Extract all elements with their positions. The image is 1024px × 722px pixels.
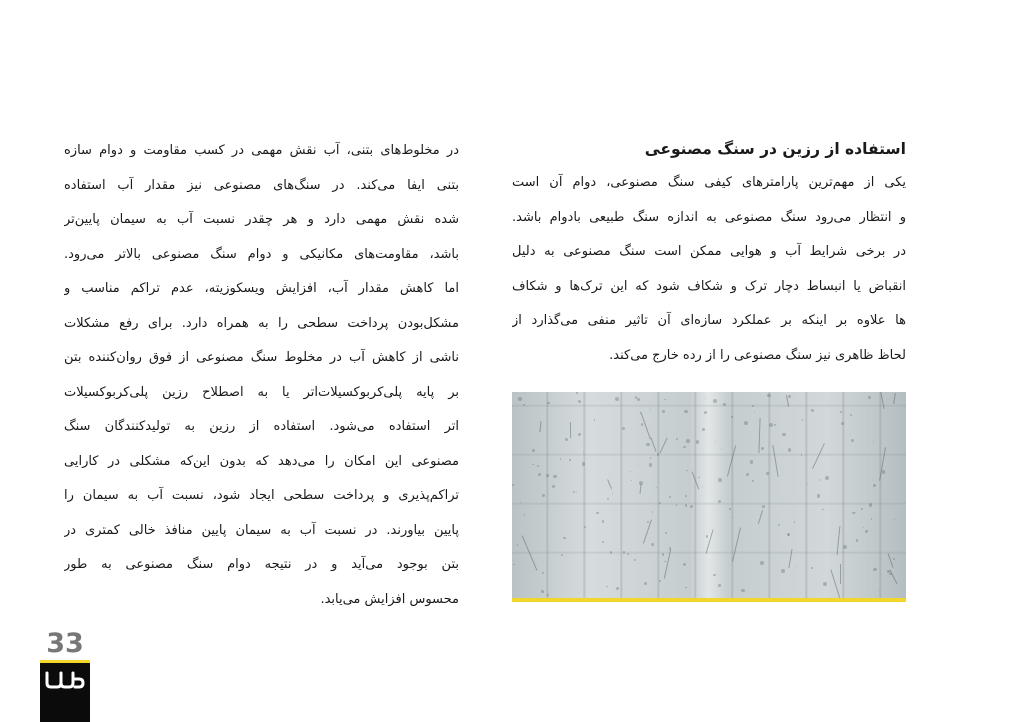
texture-speck	[713, 574, 715, 576]
texture-speck	[752, 405, 754, 407]
texture-speck	[664, 561, 665, 562]
texture-speck	[869, 503, 872, 506]
texture-speck	[552, 485, 555, 488]
texture-speck	[868, 396, 871, 399]
texture-speck	[843, 545, 847, 549]
texture-speck	[606, 586, 608, 588]
texture-speck	[583, 452, 584, 453]
texture-speck	[750, 460, 754, 464]
brand-logo	[40, 660, 90, 722]
text-line: اما کاهش مقدار آب، افزایش ویسکوزیته، عدم تراکم مناسب و	[64, 281, 459, 296]
section-heading: استفاده از رزین در سنگ مصنوعی	[644, 140, 906, 158]
texture-speck	[644, 582, 647, 585]
texture-speck	[669, 496, 671, 498]
texture-speck	[882, 470, 886, 474]
texture-speck	[561, 554, 563, 556]
texture-speck	[852, 512, 854, 514]
texture-speck	[518, 397, 522, 401]
texture-speck	[705, 398, 706, 399]
texture-speck	[646, 443, 650, 447]
texture-speck	[517, 544, 518, 545]
concrete-texture-photo	[512, 392, 906, 600]
text-line: ها علاوه بر اینکه بر عملکرد سازه‌ای آن تاثیر منفی می‌گذارد از	[512, 313, 906, 328]
texture-speck	[584, 526, 586, 528]
texture-speck	[547, 594, 549, 596]
texture-crack	[639, 484, 641, 494]
text-line: ناشی از کاهش آب در مخلوط سنگ مصنوعی از فوق روان‌کننده بتن	[64, 350, 459, 365]
texture-speck	[718, 478, 722, 482]
left-text-column	[64, 134, 459, 617]
texture-crack	[840, 564, 841, 584]
texture-crack	[890, 570, 898, 585]
texture-speck	[723, 403, 726, 406]
texture-speck	[634, 559, 636, 561]
texture-speck	[787, 533, 790, 536]
texture-speck	[553, 475, 557, 479]
texture-speck	[690, 505, 693, 508]
texture-speck	[811, 409, 814, 412]
text-line: یکی از مهم‌ترین پارامترهای کیفی سنگ مصنوعی، دوام آن است	[512, 175, 906, 190]
texture-crack	[539, 421, 541, 432]
texture-speck	[801, 454, 803, 456]
texture-speck	[865, 530, 867, 532]
text-line: بر پایه پلی‌کربوکسیلات‌اتر یا به اصطلاح رزین پلی‌کربوکسیلات	[64, 384, 459, 400]
texture-speck	[627, 553, 629, 555]
text-line: تراکم‌پذیری و پرداخت سطحی ایجاد شود، نسبت آب به سیمان را	[64, 488, 459, 503]
texture-speck	[802, 419, 804, 421]
texture-speck	[532, 464, 534, 466]
logo-accent-bar	[40, 660, 90, 663]
texture-crack	[650, 437, 656, 452]
texture-speck	[623, 551, 625, 553]
texture-speck	[817, 494, 820, 497]
texture-speck	[761, 447, 764, 450]
texture-speck	[602, 541, 604, 543]
texture-speck	[760, 561, 764, 565]
texture-crack	[663, 550, 670, 579]
texture-speck	[541, 590, 543, 592]
texture-speck	[767, 394, 771, 398]
texture-speck	[631, 480, 632, 481]
texture-speck	[637, 398, 640, 401]
texture-speck	[718, 500, 721, 503]
texture-speck	[612, 493, 613, 494]
texture-speck	[565, 438, 568, 441]
texture-speck	[893, 558, 895, 560]
text-line: در مخلوط‌های بتنی، آب نقش مهمی در کسب مقاومت و دوام سازه	[64, 143, 459, 158]
texture-speck	[788, 395, 791, 398]
texture-speck	[576, 491, 577, 492]
texture-crack	[881, 392, 885, 409]
texture-speck	[512, 484, 514, 486]
texture-speck	[696, 440, 700, 444]
texture-speck	[664, 399, 666, 401]
texture-speck	[754, 412, 755, 413]
texture-speck	[762, 505, 765, 508]
texture-speck	[741, 589, 744, 592]
texture-speck	[698, 477, 699, 478]
text-line: در برخی شرایط آب و هوایی ممکن است سنگ مصنوعی به دلیل	[512, 244, 906, 259]
text-line: انقباض یا انبساط دچار ترک و شکاف شود که این ترک‌ها و شکاف	[512, 278, 906, 294]
text-line: محسوس افزایش می‌یابد.	[320, 591, 459, 607]
text-line: پایین بیاورند. در نسبت آب به سیمان پایین منافذ خالی کمتری در	[64, 522, 459, 538]
texture-speck	[841, 422, 844, 425]
texture-speck	[729, 508, 731, 510]
texture-speck	[524, 514, 526, 516]
texture-crack	[727, 446, 736, 477]
texture-speck	[704, 411, 707, 414]
texture-crack	[758, 418, 760, 453]
texture-crack	[772, 445, 778, 477]
texture-speck	[651, 543, 654, 546]
text-line: بتن بوجود می‌آید و در نتیجه دوام سنگ مصنوعی به طور	[64, 557, 459, 572]
texture-speck	[659, 580, 660, 581]
texture-speck	[650, 409, 651, 410]
texture-speck	[656, 487, 657, 488]
texture-speck	[641, 423, 644, 426]
texture-speck	[538, 473, 541, 476]
texture-speck	[774, 424, 776, 426]
texture-speck	[721, 449, 722, 450]
texture-speck	[873, 484, 876, 487]
texture-speck	[622, 427, 625, 430]
texture-speck	[683, 446, 685, 448]
texture-speck	[781, 569, 785, 573]
texture-speck	[582, 462, 585, 465]
right-text-column	[512, 134, 906, 373]
texture-speck	[650, 457, 652, 459]
texture-speck	[576, 392, 577, 393]
texture-speck	[702, 428, 705, 431]
texture-speck	[547, 402, 549, 404]
texture-speck	[715, 441, 716, 442]
texture-crack	[813, 443, 826, 469]
text-line: و انتظار می‌رود سنگ مصنوعی به اندازه سنگ طبیعی بادوام باشد.	[512, 209, 906, 225]
texture-speck	[822, 509, 824, 511]
texture-speck	[840, 411, 842, 413]
texture-speck	[615, 397, 619, 401]
texture-speck	[769, 423, 773, 427]
texture-crack	[692, 472, 700, 490]
texture-speck	[746, 473, 750, 477]
texture-speck	[686, 470, 687, 471]
texture-speck	[523, 404, 525, 406]
texture-speck	[665, 532, 667, 534]
texture-speck	[684, 410, 688, 414]
text-line: بتنی ایفا می‌کند. در سنگ‌های مصنوعی نیز مقدار آب استفاده	[64, 177, 459, 193]
texture-speck	[731, 416, 733, 418]
texture-speck	[569, 459, 570, 460]
texture-speck	[542, 572, 544, 574]
texture-speck	[856, 539, 858, 541]
text-line: مصنوعی این امکان را می‌دهد که بدون این‌که مشکلی در کارایی	[64, 453, 459, 469]
texture-speck	[819, 479, 820, 480]
texture-speck	[532, 449, 534, 451]
texture-crack	[521, 535, 537, 570]
texture-speck	[610, 551, 612, 553]
texture-speck	[778, 524, 780, 526]
texture-speck	[788, 448, 791, 451]
texture-speck	[520, 502, 521, 503]
texture-speck	[823, 582, 827, 586]
texture-speck	[782, 433, 785, 436]
texture-speck	[744, 421, 748, 425]
texture-speck	[706, 535, 708, 537]
texture-speck	[861, 508, 863, 510]
texture-speck	[871, 518, 872, 519]
texture-speck	[611, 489, 612, 490]
texture-speck	[546, 474, 549, 477]
texture-speck	[686, 439, 690, 443]
texture-crack	[660, 438, 668, 454]
texture-speck	[676, 438, 678, 440]
texture-speck	[685, 495, 687, 497]
texture-speck	[878, 590, 879, 591]
texture-speck	[537, 465, 539, 467]
texture-speck	[766, 472, 769, 475]
texture-speck	[676, 504, 678, 506]
brand-logo-icon	[45, 669, 85, 691]
texture-speck	[811, 567, 813, 569]
texture-speck	[652, 511, 653, 512]
texture-speck	[662, 410, 665, 413]
texture-speck	[752, 480, 754, 482]
texture-speck	[702, 486, 703, 487]
texture-speck	[863, 527, 864, 528]
texture-speck	[513, 564, 515, 566]
texture-crack	[893, 393, 896, 404]
texture-speck	[825, 476, 829, 480]
texture-speck	[807, 484, 808, 485]
texture-speck	[602, 520, 604, 522]
texture-speck	[563, 537, 566, 540]
texture-speck	[662, 553, 664, 555]
texture-speck	[542, 494, 545, 497]
texture-speck	[851, 439, 854, 442]
texture-crack	[607, 479, 612, 489]
texture-speck	[578, 433, 581, 436]
text-line: اتر استفاده می‌شود. استفاده از رزین به تولیدکنندگان سنگ	[64, 419, 459, 434]
texture-speck	[733, 517, 735, 519]
texture-crack	[758, 510, 763, 523]
texture-speck	[630, 471, 632, 473]
texture-speck	[607, 498, 609, 500]
texture-crack	[732, 528, 741, 562]
page-number: 33	[46, 628, 84, 659]
texture-speck	[796, 566, 797, 567]
texture-speck	[855, 512, 856, 513]
text-line: مشکل‌بودن پرداخت سطحی را به همراه دارد. برای رفع مشکلات	[64, 315, 459, 331]
texture-speck	[718, 584, 721, 587]
texture-crack	[570, 422, 571, 438]
texture-crack	[836, 527, 840, 556]
text-line: شده نقش مهمی دارد و هر چقدر نسبت آب به سیمان پایین‌تر	[64, 212, 459, 227]
texture-speck	[685, 587, 686, 588]
texture-speck	[685, 504, 687, 506]
texture-speck	[894, 519, 895, 520]
texture-speck	[594, 419, 595, 420]
texture-speck	[638, 465, 639, 466]
texture-speck	[683, 563, 685, 565]
texture-speck	[713, 399, 717, 403]
texture-speck	[596, 512, 599, 515]
texture-speck	[649, 463, 652, 466]
texture-speck	[794, 521, 796, 523]
text-line: باشد، مقاومت‌های مکانیکی و دوام سنگ مصنوعی بالاتر می‌رود.	[64, 246, 459, 262]
texture-crack	[879, 447, 886, 481]
left-paragraph	[64, 134, 459, 617]
texture-speck	[578, 400, 581, 403]
right-paragraph	[512, 166, 906, 373]
photo-accent-bar	[512, 598, 906, 602]
texture-crack	[887, 553, 893, 567]
texture-speck	[850, 414, 852, 416]
texture-crack	[705, 529, 713, 554]
text-line: لحاظ ظاهری نیز سنگ مصنوعی را از رده خارج می‌کند.	[609, 347, 906, 363]
texture-crack	[789, 549, 793, 568]
texture-speck	[873, 568, 877, 572]
texture-speck	[659, 502, 661, 504]
texture-speck	[873, 441, 874, 442]
texture-speck	[616, 587, 619, 590]
texture-speck	[560, 458, 562, 460]
